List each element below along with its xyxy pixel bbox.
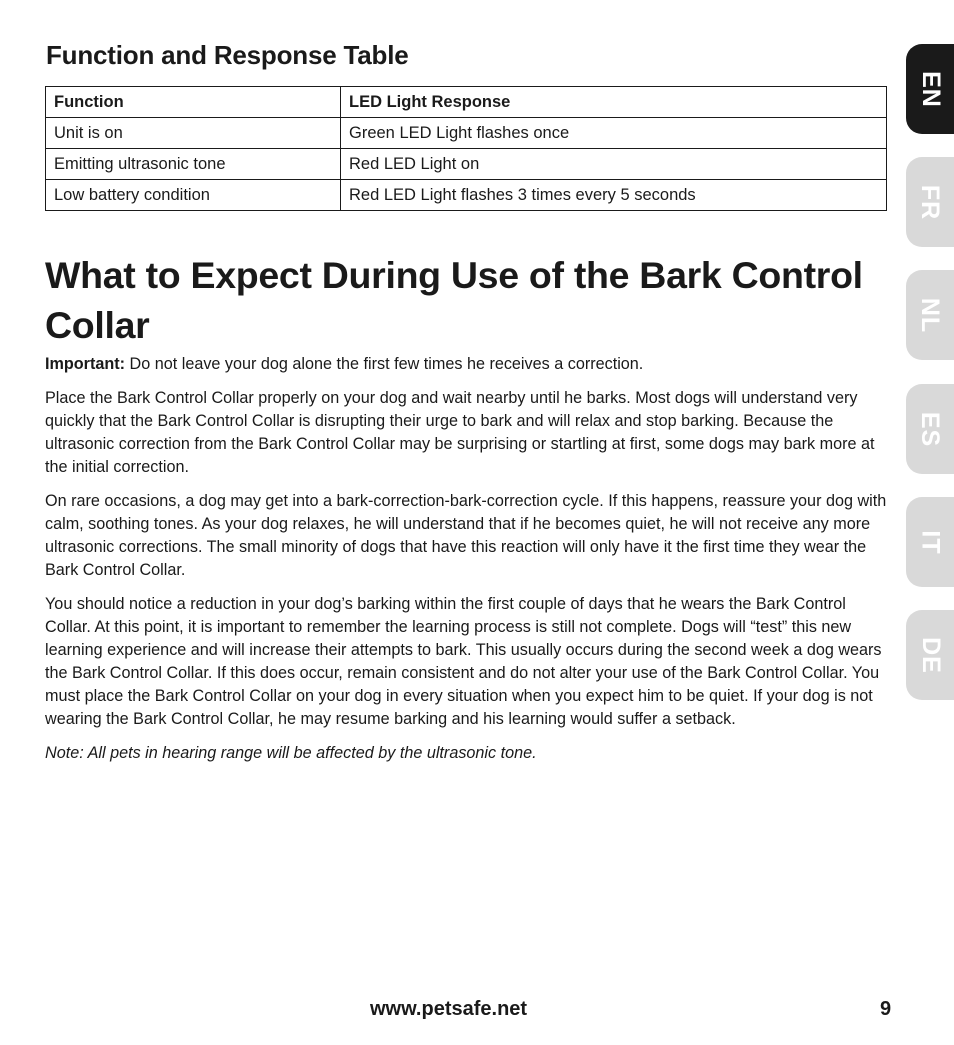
tab-label: IT xyxy=(916,529,945,555)
page-number: 9 xyxy=(880,998,892,1020)
table-cell-response: Red LED Light on xyxy=(341,149,887,180)
table-cell-function: Emitting ultrasonic tone xyxy=(46,149,341,180)
tab-label: ES xyxy=(916,411,945,447)
table-cell-function: Unit is on xyxy=(46,118,341,149)
column-header-led-response: LED Light Response xyxy=(341,87,887,118)
important-label: Important: xyxy=(45,355,126,373)
page-heading: What to Expect During Use of the Bark Control Collar xyxy=(45,254,863,346)
language-tab-fr[interactable] xyxy=(906,157,954,247)
table-row xyxy=(46,149,887,180)
language-tab-en[interactable] xyxy=(906,44,954,134)
table-cell-function: Low battery condition xyxy=(46,180,341,211)
table-row xyxy=(46,180,887,211)
table-row xyxy=(46,118,887,149)
column-header-function: Function xyxy=(46,87,341,118)
footer-url: www.petsafe.net xyxy=(370,998,528,1020)
language-tab-it[interactable] xyxy=(906,497,954,587)
table-header-row xyxy=(46,87,887,118)
paragraph: On rare occasions, a dog may get into a bark-correction-bark-correction cycle. If this happens, reassure your dog with calm, soothing tones. As your dog relaxes, he will understand that if he becomes quiet, he will not receive any more ultrasonic corrections. The small minority of dogs that have this reaction will only have it the first time they wear the Bark Control Collar. xyxy=(45,492,887,579)
tab-label: NL xyxy=(916,297,945,333)
language-tab-nl[interactable] xyxy=(906,270,954,360)
paragraph: Place the Bark Control Collar properly on your dog and wait nearby until he barks. Most dogs will understand very quickly that the Bark Control Collar is disrupting their urge to bark and will relax and stop barking. Because the ultrasonic correction from the Bark Control Collar may be surprising or startling at first, some dogs may bark more at the initial correction. xyxy=(45,389,875,476)
important-text: Do not leave your dog alone the first few times he receives a correction. xyxy=(125,355,644,373)
note: Note: All pets in hearing range will be affected by the ultrasonic tone. xyxy=(45,744,537,762)
tab-label: DE xyxy=(916,636,945,674)
body-text xyxy=(45,353,887,776)
tab-label: EN xyxy=(916,70,945,108)
language-tab-es[interactable] xyxy=(906,384,954,474)
section-title: Function and Response Table xyxy=(46,40,409,70)
function-response-table xyxy=(45,86,887,211)
tab-label: FR xyxy=(916,184,945,220)
language-tab-de[interactable] xyxy=(906,610,954,700)
table-cell-response: Green LED Light flashes once xyxy=(341,118,887,149)
paragraph: You should notice a reduction in your dog’s barking within the first couple of days that he wears the Bark Control Collar. At this point, it is important to remember the learning process is still not complete. Dogs will “test” this new learning experience and will increase their attempts to bark. This usually occurs during the second week a dog wears the Bark Control Collar. If this does occur, remain consistent and do not alter your use of the Bark Control Collar. You must place the Bark Control Collar on your dog in every situation when you expect him to be quiet. If your dog is not wearing the Bark Control Collar, he may resume barking and his learning would suffer a setback. xyxy=(45,595,882,728)
important-paragraph xyxy=(45,353,887,376)
table-cell-response: Red LED Light flashes 3 times every 5 seconds xyxy=(341,180,887,211)
